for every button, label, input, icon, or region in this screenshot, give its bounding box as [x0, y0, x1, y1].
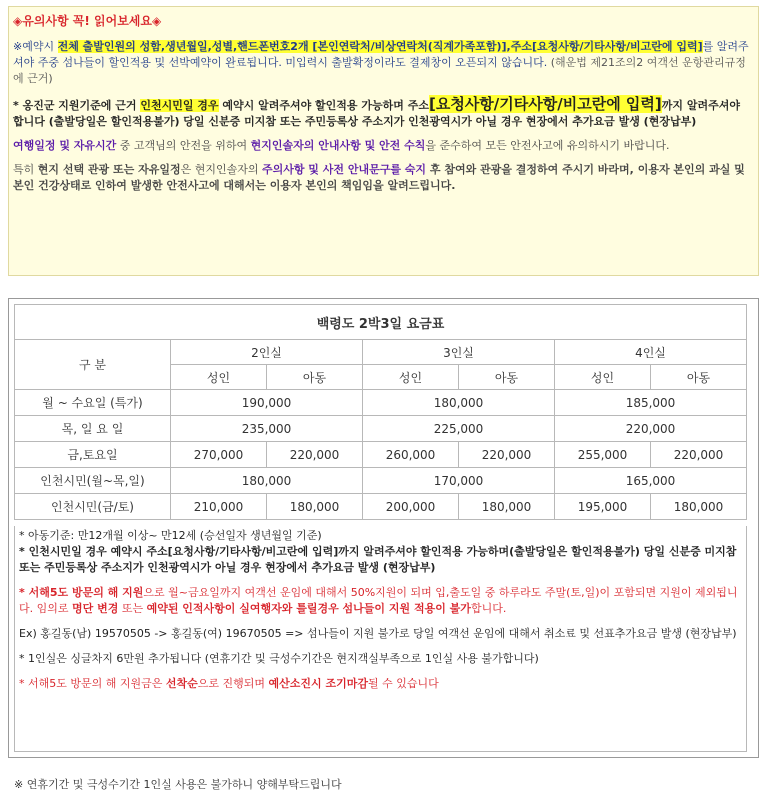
- price-cell: 220,000: [651, 442, 747, 468]
- note-text: * 서해5도 방문의 해 지원금은: [19, 677, 166, 690]
- note-text: 으로 진행되며: [197, 677, 269, 690]
- note-incheon-discount: * 인천시민일 경우 예약시 주소[요청사항/기타사항/비고란에 입력]까지 알려주셔야 할인적용 가능하며(출발당일은 할인적용불가) 당일 신분증 미지참 또는 주민등록상 주소지가 인천광역시가 아닐 경우 현장에서 추가요금 발생 (현장납부): [19, 545, 737, 574]
- table-row: [15, 468, 747, 494]
- adult-header: 성인: [171, 365, 267, 390]
- notice-text: 특히: [13, 163, 38, 176]
- row-label: 인천시민(금/토): [15, 494, 171, 520]
- price-cell: 200,000: [363, 494, 459, 520]
- price-cell: 195,000: [555, 494, 651, 520]
- note-text: 으로 월~금요일까지 여객선 운임에 대해서 50%지원: [143, 586, 397, 599]
- row-label: 인천시민(월~목,일): [15, 468, 171, 494]
- fare-box: [8, 298, 759, 758]
- price-cell: 210,000: [171, 494, 267, 520]
- notice-paragraph-reservation: [13, 39, 752, 87]
- notice-text: 까지 알려주셔야 합니다 (출발당일은 할인적용불가) 당일 신분증 미지참 또는 주민등록상 주소지가 인천광역시가 아닐 경우 현장에서 추가요금 발생 (현장납부): [13, 99, 740, 128]
- price-cell: 180,000: [267, 494, 363, 520]
- table-row: [15, 390, 747, 416]
- note-emphasis: 선착순: [165, 677, 198, 690]
- note-text: 합니다.: [470, 602, 507, 615]
- room-header-2: 2인실: [171, 340, 363, 365]
- note-text: 이 되며 입,출도일 중 하루라도 주말(토,일)이 포함되면 지원이 제외됩니다. 임의로: [19, 586, 738, 615]
- notice-highlight: 인천시민일 경우: [140, 99, 219, 112]
- notice-paragraph-responsibility: [13, 162, 752, 194]
- adult-header: 성인: [363, 365, 459, 390]
- notice-text: ※예약시: [13, 40, 58, 53]
- footer-note: ※ 연휴기간 및 극성수기간 1인실 사용은 불가하니 양해부탁드립니다: [14, 778, 342, 791]
- price-cell: 220,000: [555, 416, 747, 442]
- table-row: [15, 494, 747, 520]
- note-first-come: [19, 676, 742, 692]
- child-header: 아동: [651, 365, 747, 390]
- table-row: [15, 416, 747, 442]
- adult-header: 성인: [555, 365, 651, 390]
- notice-title: ◈유의사항 꼭! 읽어보세요◈: [13, 14, 162, 28]
- notice-highlight: 전체 출발인원의 성함,생년월일,성별,핸드폰번호2개 [본인연락처/비상연락처(직계가족포함)],주소[요청사항/기타사항/비고란에 입력]: [57, 40, 703, 53]
- fare-table: [14, 304, 747, 520]
- notice-paragraph-incheon: [13, 95, 752, 130]
- price-cell: 180,000: [651, 494, 747, 520]
- notice-emphasis: 현지인솔자의 안내사항 및 안전 수칙: [250, 139, 426, 152]
- room-header-3: 3인실: [363, 340, 555, 365]
- room-header-4: 4인실: [555, 340, 747, 365]
- child-header: 아동: [267, 365, 363, 390]
- price-cell: 235,000: [171, 416, 363, 442]
- notice-emphasis: 여행일정 및 자유시간: [13, 139, 117, 152]
- note-single-charge: * 1인실은 싱글차지 6만원 추가됩니다 (연휴기간 및 극성수기간은 현지객실부족으로 1인실 사용 불가합니다): [19, 652, 539, 665]
- price-cell: 180,000: [363, 390, 555, 416]
- price-cell: 180,000: [459, 494, 555, 520]
- notice-box: [8, 6, 759, 276]
- notice-text: 은 현지인솔자의: [180, 163, 262, 176]
- child-header: 아동: [459, 365, 555, 390]
- notice-text: 을 준수하여 모든 안전사고에 유의하시기 바랍니다.: [425, 139, 670, 152]
- price-cell: 255,000: [555, 442, 651, 468]
- fare-table-title: 백령도 2박3일 요금표: [15, 305, 747, 340]
- note-example: Ex) 홍길동(남) 19570505 -> 홍길동(여) 19670505 => 섬나들이 지원 불가로 당일 여객선 운임에 대해서 취소료 및 선표추가요금 발생 (현장납부): [19, 627, 737, 640]
- row-label: 금,토요일: [15, 442, 171, 468]
- price-cell: 185,000: [555, 390, 747, 416]
- notice-law-note: (해운법 제21조의2 여객선 운항관리규정에 근거): [13, 56, 746, 85]
- division-header: 구 분: [15, 340, 171, 390]
- price-cell: 190,000: [171, 390, 363, 416]
- note-child-age: * 아동기준: 만12개월 이상~ 만12세 (승선일자 생년월일 기준): [19, 529, 322, 542]
- price-cell: 165,000: [555, 468, 747, 494]
- price-cell: 170,000: [363, 468, 555, 494]
- row-label: 월 ~ 수요일 (특가): [15, 390, 171, 416]
- notice-text-bold: 현지 선택 관광 또는 자유일정: [37, 163, 181, 176]
- note-subsidy: [19, 585, 742, 617]
- notice-text: 중 고객님의 안전을 위하여: [116, 139, 251, 152]
- price-cell: 180,000: [171, 468, 363, 494]
- row-label: 목, 일 요 일: [15, 416, 171, 442]
- notice-paragraph-safety: [13, 138, 752, 154]
- fare-notes: [14, 526, 747, 752]
- note-emphasis: 명단 변경: [72, 602, 119, 615]
- notice-text: * 옹진군 지원기준에 근거: [13, 99, 141, 112]
- note-text: 또는: [118, 602, 147, 615]
- price-cell: 260,000: [363, 442, 459, 468]
- note-emphasis: 예산소진시 조기마감: [268, 677, 368, 690]
- notice-text: 예약시 알려주셔야 할인적용 가능하며 주소: [218, 99, 429, 112]
- price-cell: 225,000: [363, 416, 555, 442]
- note-text: 될 수 있습니다: [367, 677, 439, 690]
- notice-text: 를 알려주셔야 주중 섬나들이 할인적용 및 선박예약이 완료됩니다. 미입력시 출발확정이라도 결제창이 오픈되지 않습니다.: [13, 40, 749, 69]
- note-emphasis: 예약된 인적사항이 실여행자와 틀릴경우 섬나들이 지원 적용이 불가: [146, 602, 471, 615]
- note-text: * 서해5도 방문의 해 지원: [19, 586, 144, 599]
- notice-emphasis: 주의사항 및 사전 안내문구를 숙지: [261, 163, 427, 176]
- price-cell: 220,000: [459, 442, 555, 468]
- price-cell: 220,000: [267, 442, 363, 468]
- notice-text-bold: 후 참여와 관광을 결정하여 주시기 바라며, 이용자 본인의 과실 및 본인 건강상태로 인하여 발생한 안전사고에 대해서는 이용자 본인의 책임임을 알려드립니다.: [13, 163, 745, 192]
- table-row: [15, 442, 747, 468]
- price-cell: 270,000: [171, 442, 267, 468]
- notice-highlight-large: [요청사항/기타사항/비고란에 입력]: [428, 95, 662, 113]
